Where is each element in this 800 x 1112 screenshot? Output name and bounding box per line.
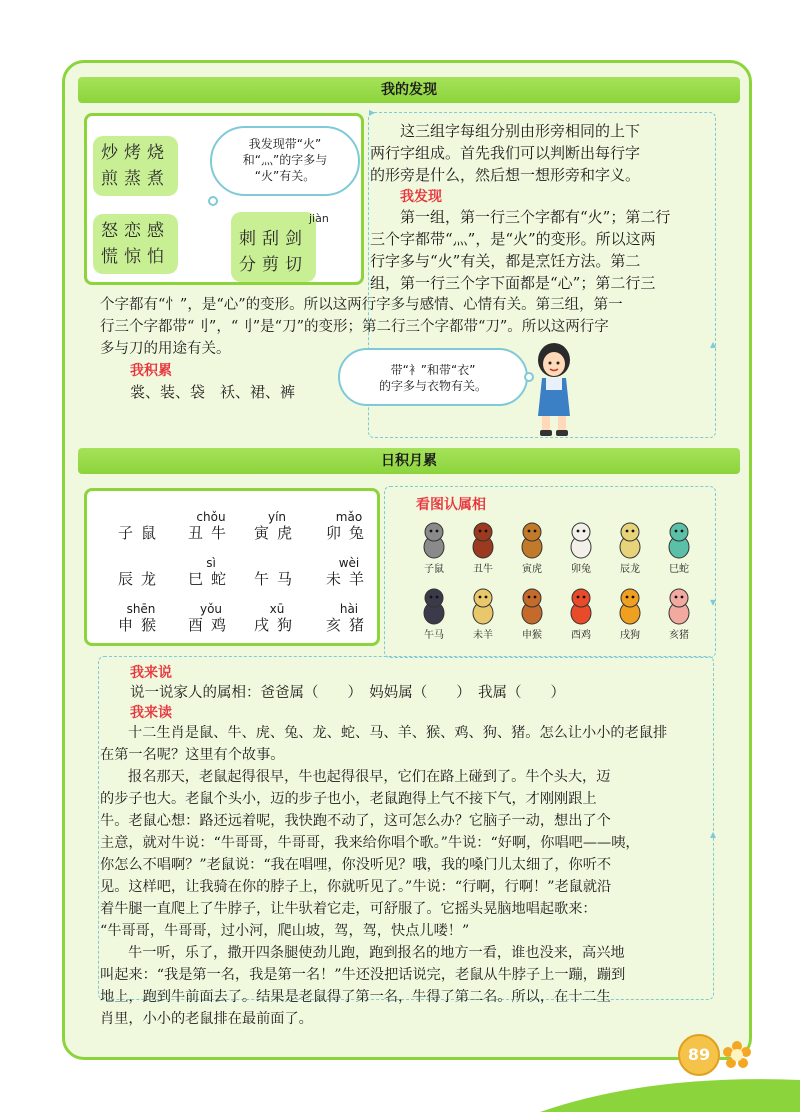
zodiac-pinyin: yǒu bbox=[199, 602, 223, 616]
zodiac-animal-icon bbox=[662, 520, 696, 560]
discover-line: 组，第一行三个字下面都是“心”；第二行三 bbox=[370, 274, 656, 292]
zodiac-pinyin: chǒu bbox=[196, 510, 226, 524]
zodiac-animal-icon bbox=[466, 586, 500, 626]
zodiac-word: 丑牛 bbox=[187, 524, 234, 542]
word-card-knife bbox=[231, 212, 329, 282]
zodiac-word: 戌狗 bbox=[253, 616, 300, 634]
zodiac-word: 酉鸡 bbox=[187, 616, 234, 634]
zodiac-animal-figure bbox=[512, 520, 552, 575]
arrow-up-icon: ▴ bbox=[710, 827, 717, 841]
zodiac-pinyin bbox=[237, 555, 317, 571]
discover-line: 三个字都带“灬”，是“火”的变形。所以这两 bbox=[370, 230, 656, 248]
discover-line: 第一组，第一行三个字都有“火”；第二行 bbox=[400, 208, 671, 226]
story-line: 着牛腿一直爬上了牛脖子，让牛驮着它走，可舒服了。它摇头晃脑地唱起歌来： bbox=[100, 901, 597, 917]
zodiac-animal-figure bbox=[610, 586, 650, 641]
discover-paragraph-top bbox=[370, 206, 714, 294]
section-title-daily: 日积月累 bbox=[78, 448, 740, 474]
girl-character-icon bbox=[524, 338, 584, 438]
intro-line: 的形旁是什么，然后想一想形旁和字义。 bbox=[370, 166, 641, 184]
zodiac-pinyin: xū bbox=[269, 602, 285, 616]
zodiac-animal-icon bbox=[564, 520, 598, 560]
cloud-tail-dot bbox=[208, 196, 218, 206]
word-card-heart bbox=[93, 214, 178, 274]
intro-line: 两行字组成。首先我们可以判断出每行字 bbox=[370, 144, 641, 162]
pinyin-label: jiàn bbox=[309, 212, 329, 225]
word-row: 煎蒸煮 bbox=[101, 169, 170, 189]
intro-paragraph bbox=[370, 120, 714, 142]
heading-accumulate: 我积累 bbox=[130, 363, 172, 379]
page-number: 89 bbox=[678, 1034, 720, 1076]
heading-discover: 我发现 bbox=[400, 189, 442, 205]
discover-line: 多与刀的用途有关。 bbox=[100, 341, 231, 357]
speech-cloud-clothes bbox=[338, 348, 528, 406]
word-row: 怒恋感 bbox=[101, 221, 170, 241]
cloud-text: 带“衤”和带“衣” bbox=[390, 363, 476, 377]
zodiac-animal-icon bbox=[564, 586, 598, 626]
arrow-up-icon: ▴ bbox=[710, 337, 717, 351]
arrow-right-icon: ▸ bbox=[369, 105, 376, 119]
intro-line: 这三组字每组分别由形旁相同的上下 bbox=[400, 122, 641, 140]
word-row: 分剪切 bbox=[239, 255, 308, 275]
zodiac-animal-label: 子鼠 bbox=[424, 564, 444, 575]
zodiac-pinyin: hài bbox=[339, 602, 359, 616]
story-line: 见。这样吧，让我骑在你的脖子上，你就听见了。”牛说：“行啊，行啊！”老鼠就沿 bbox=[100, 879, 612, 895]
zodiac-word: 申猴 bbox=[117, 616, 164, 634]
zodiac-animal-icon bbox=[515, 520, 549, 560]
heading-read: 我来读 bbox=[130, 705, 172, 721]
zodiac-animal-label: 酉鸡 bbox=[571, 630, 591, 641]
story-line: “牛哥哥，牛哥哥，过小河，爬山坡，驾，驾，快点儿喽！” bbox=[100, 923, 470, 939]
zodiac-word: 卯兔 bbox=[325, 524, 372, 542]
zodiac-cell bbox=[237, 509, 317, 541]
zodiac-word: 寅虎 bbox=[253, 524, 300, 542]
zodiac-animal-figure bbox=[659, 520, 699, 575]
bottom-decoration bbox=[0, 1060, 800, 1112]
zodiac-animal-label: 未羊 bbox=[473, 630, 493, 641]
accumulate-words: 裳、装、袋 袄、裙、裤 bbox=[130, 383, 296, 401]
zodiac-animal-figure bbox=[414, 586, 454, 641]
zodiac-word: 午马 bbox=[253, 570, 300, 588]
zodiac-cell bbox=[309, 601, 389, 633]
zodiac-animal-label: 寅虎 bbox=[522, 564, 542, 575]
cloud-text: 的字多与衣物有关。 bbox=[378, 379, 487, 393]
zodiac-animal-label: 卯兔 bbox=[571, 564, 591, 575]
arrow-down-icon: ▾ bbox=[710, 595, 717, 609]
zodiac-animal-figure bbox=[512, 586, 552, 641]
zodiac-pinyin bbox=[101, 509, 181, 525]
zodiac-animal-icon bbox=[662, 586, 696, 626]
zodiac-word: 辰龙 bbox=[117, 570, 164, 588]
zodiac-cell bbox=[101, 555, 181, 587]
word-row: 慌惊怕 bbox=[101, 247, 170, 267]
zodiac-word: 子鼠 bbox=[117, 524, 164, 542]
zodiac-animal-figure bbox=[463, 586, 503, 641]
discover-line: 行三个字都带“刂”，“刂”是“刀”的变形；第二行三个字都带“刀”。所以这两行字 bbox=[100, 319, 609, 335]
zodiac-cell bbox=[101, 601, 181, 633]
heading-say: 我来说 bbox=[130, 665, 172, 681]
zodiac-animal-label: 丑牛 bbox=[473, 564, 493, 575]
zodiac-table-box bbox=[84, 488, 380, 646]
cloud-text: “火”有关。 bbox=[254, 169, 316, 183]
word-row: 炒烤烧 bbox=[101, 143, 170, 163]
zodiac-animal-label: 午马 bbox=[424, 630, 444, 641]
story-line: 报名那天，老鼠起得很早，牛也起得很早，它们在路上碰到了。牛个头大，迈 bbox=[128, 769, 611, 785]
story-line: 在第一名呢？这里有个故事。 bbox=[100, 747, 285, 763]
zodiac-animal-label: 辰龙 bbox=[620, 564, 640, 575]
word-row: 刺刮剑 bbox=[239, 229, 308, 249]
zodiac-animal-figure bbox=[659, 586, 699, 641]
story-line: 牛一听，乐了，撒开四条腿使劲儿跑，跑到报名的地方一看，谁也没来，高兴地 bbox=[128, 945, 625, 961]
story-paragraph bbox=[100, 722, 712, 1030]
speech-cloud-fire bbox=[210, 126, 360, 196]
story-line: 主意，就对牛说：“牛哥哥，牛哥哥，我来给你唱个歌。”牛说：“好啊，你唱吧——咦， bbox=[100, 835, 640, 851]
zodiac-pinyin: yín bbox=[267, 510, 287, 524]
story-line: 地上，跑到牛前面去了。结果是老鼠得了第一名，牛得了第二名。所以，在十二生 bbox=[100, 989, 611, 1005]
zodiac-animal-figure bbox=[561, 586, 601, 641]
story-line: 牛。老鼠心想：路还远着呢，我快跑不动了，这可怎么办？它脑子一动，想出了个 bbox=[100, 813, 611, 829]
zodiac-pinyin: shēn bbox=[126, 602, 156, 616]
zodiac-cell bbox=[101, 509, 181, 541]
zodiac-animal-icon bbox=[613, 586, 647, 626]
zodiac-animal-icon bbox=[417, 520, 451, 560]
zodiac-animal-figure bbox=[561, 520, 601, 575]
intro-lines bbox=[370, 142, 714, 186]
zodiac-animal-icon bbox=[613, 520, 647, 560]
zodiac-animal-label: 申猴 bbox=[522, 630, 542, 641]
zodiac-word: 巳蛇 bbox=[187, 570, 234, 588]
zodiac-word: 未羊 bbox=[325, 570, 372, 588]
zodiac-animal-icon bbox=[466, 520, 500, 560]
cloud-text: 和“灬”的字多与 bbox=[242, 153, 328, 167]
zodiac-animal-icon bbox=[515, 586, 549, 626]
zodiac-cell bbox=[237, 555, 317, 587]
heading-picture: 看图认属相 bbox=[416, 497, 486, 513]
story-line: 叫起来：“我是第一名，我是第一名！”牛还没把话说完，老鼠从牛脖子上一蹦，蹦到 bbox=[100, 967, 626, 983]
say-sentence: 说一说家人的属相：爸爸属（ ） 妈妈属（ ） 我属（ ） bbox=[130, 685, 565, 701]
story-line: 十二生肖是鼠、牛、虎、兔、龙、蛇、马、羊、猴、鸡、狗、猪。怎么让小小的老鼠排 bbox=[128, 725, 668, 741]
story-line: 肖里，小小的老鼠排在最前面了。 bbox=[100, 1011, 313, 1027]
story-line: 你怎么不唱啊？”老鼠说：“我在唱哩，你没听见？哦，我的嗓门儿太细了，你听不 bbox=[100, 857, 612, 873]
zodiac-animal-label: 戌狗 bbox=[620, 630, 640, 641]
discover-line: 行字多与“火”有关，都是烹饪方法。第二 bbox=[370, 252, 641, 270]
zodiac-animal-figure bbox=[610, 520, 650, 575]
zodiac-animal-label: 巳蛇 bbox=[669, 564, 689, 575]
zodiac-cell bbox=[309, 555, 389, 587]
zodiac-word: 亥猪 bbox=[325, 616, 372, 634]
story-line: 的步子也大。老鼠个头小，迈的步子也小，老鼠跑得上气不接下气，才刚刚跟上 bbox=[100, 791, 597, 807]
zodiac-cell bbox=[309, 509, 389, 541]
cloud-text: 我发现带“火” bbox=[248, 137, 322, 151]
zodiac-pinyin bbox=[101, 555, 181, 571]
zodiac-pinyin: wèi bbox=[338, 556, 360, 570]
zodiac-pinyin: sì bbox=[206, 556, 216, 570]
zodiac-animal-figure bbox=[463, 520, 503, 575]
word-card-fire bbox=[93, 136, 178, 196]
section-title-discovery: 我的发现 bbox=[78, 77, 740, 103]
zodiac-animal-label: 亥猪 bbox=[669, 630, 689, 641]
zodiac-pinyin: mǎo bbox=[335, 510, 363, 524]
zodiac-animal-icon bbox=[417, 586, 451, 626]
zodiac-cell bbox=[237, 601, 317, 633]
discover-line: 个字都有“忄”，是“心”的变形。所以这两行字多与感情、心情有关。第三组，第一 bbox=[100, 297, 623, 313]
zodiac-animal-figure bbox=[414, 520, 454, 575]
